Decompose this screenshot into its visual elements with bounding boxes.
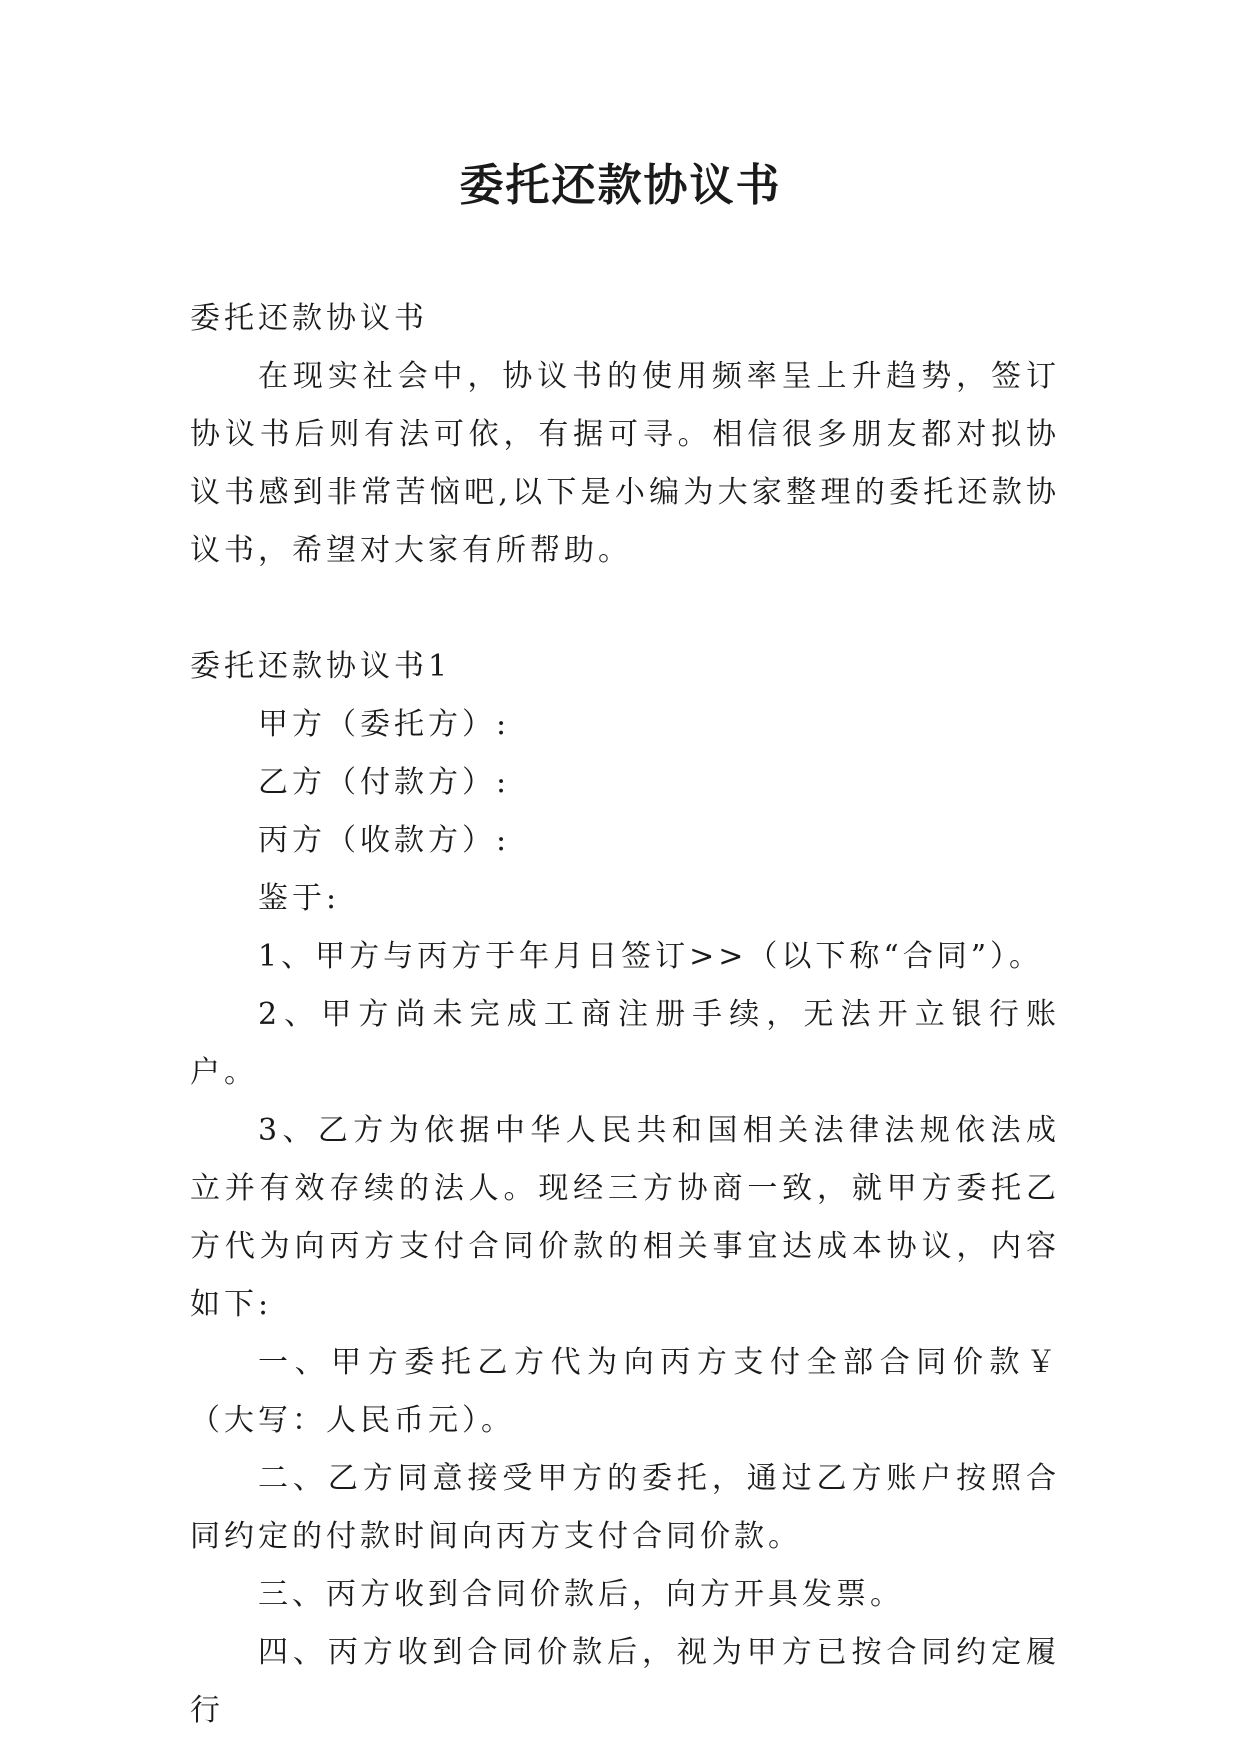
intro-paragraph: 在现实社会中，协议书的使用频率呈上升趋势，签订协议书后则有法可依，有据可寻。相信很多朋友都对拟协议书感到非常苦恼吧,以下是小编为大家整理的委托还款协议书，希望对大家有所帮助。 — [190, 359, 1060, 568]
recital-1: 1、甲方与丙方于年月日签订>>（以下称“合同”）。 — [258, 939, 1044, 974]
clause-2: 二、乙方同意接受甲方的委托，通过乙方账户按照合同约定的付款时间向丙方支付合同价款。 — [190, 1461, 1060, 1554]
recital-2: 2、甲方尚未完成工商注册手续，无法开立银行账户。 — [190, 997, 1060, 1090]
party-a-line: 甲方（委托方）: — [258, 707, 511, 742]
whereas-line: 鉴于: — [258, 881, 341, 916]
party-c-line: 丙方（收款方）: — [258, 823, 511, 858]
document-body — [190, 290, 1060, 1740]
blank-line — [190, 580, 1060, 638]
document-title: 委托还款协议书 — [459, 160, 782, 211]
section-title: 委托还款协议书1 — [190, 649, 452, 684]
recital-3: 3、乙方为依据中华人民共和国相关法律法规依法成立并有效存续的法人。现经三方协商一致，就甲方委托乙方代为向丙方支付合同价款的相关事宜达成本协议，内容如下: — [190, 1113, 1060, 1322]
clause-3: 三、丙方收到合同价款后，向方开具发票。 — [258, 1577, 904, 1612]
party-b-line: 乙方（付款方）: — [258, 765, 511, 800]
clause-4: 四、丙方收到合同价款后，视为甲方已按合同约定履行 — [190, 1635, 1060, 1728]
subtitle: 委托还款协议书 — [190, 301, 428, 336]
clause-1: 一、甲方委托乙方代为向丙方支付全部合同价款￥（大写：人民币元）。 — [190, 1345, 1060, 1438]
